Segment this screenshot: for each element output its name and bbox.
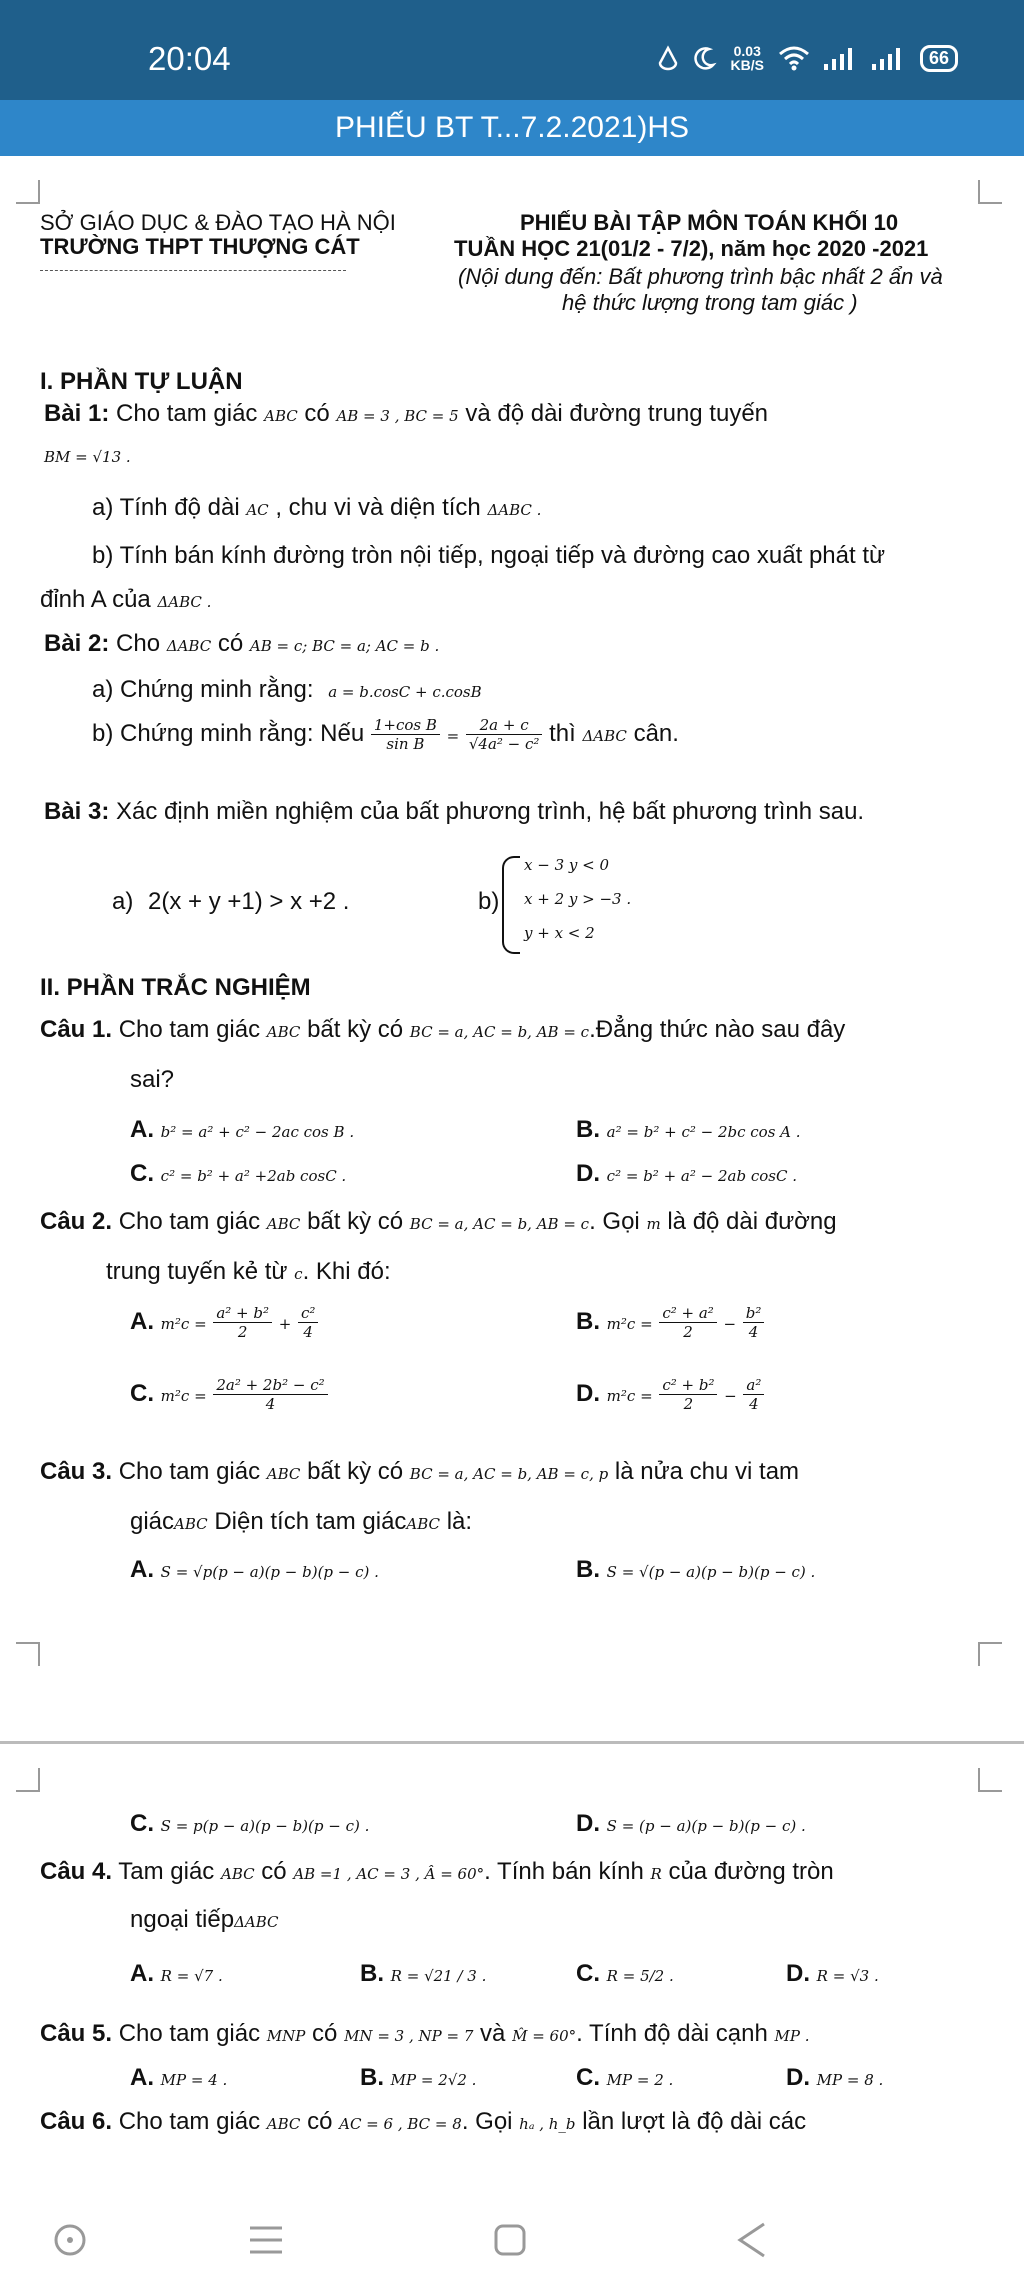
cau5-option-b[interactable]: B. MP = 2√2 . [360,2064,477,2091]
header-title: PHIẾU BÀI TẬP MÔN TOÁN KHỐI 10 [520,210,899,235]
bai3-line: Bài 3: Xác định miền nghiệm của bất phương trình, hệ bất phương trình sau. [44,798,865,825]
page-break-divider [0,1741,1024,1744]
cau2-line-2: trung tuyến kẻ từ c. Khi đó: [106,1258,391,1285]
cau3-line: Câu 3. Cho tam giác ABC bất kỳ có BC = a, AC = b, AB = c, p là nửa chu vi tam [40,1458,800,1485]
bai3-b-label: b) [478,888,500,915]
cau3-option-c[interactable]: C. S = p(p − a)(p − b)(p − c) . [130,1810,370,1837]
signal-icon [824,46,858,70]
bai3-a: a) 2(x + y +1) > x +2 . [112,888,350,915]
bai3-b-ineq-1: x − 3 y < 0 [524,856,609,874]
cau4-line-2: ngoại tiếpΔABC [130,1906,279,1933]
bai1-b-cont: đỉnh A của ΔABC . [40,586,212,613]
cau2-line: Câu 2. Cho tam giác ABC bất kỳ có BC = a, AC = b, AB = c. Gọi m là độ dài đường [40,1208,837,1235]
bai2-a: a) Chứng minh rằng: a = b.cosC + c.cosB [92,676,482,703]
page-corner-mark [16,1642,40,1666]
back-button-icon[interactable] [730,2218,774,2262]
cau5-option-d[interactable]: D. MP = 8 . [786,2064,884,2091]
moon-icon [693,45,717,71]
recent-apps-button-icon[interactable] [244,2218,288,2262]
header-week: TUẦN HỌC 21(01/2 - 7/2), năm học 2020 -2021 [454,236,929,261]
bai2-b: b) Chứng minh rằng: Nếu $\frac{\text{1+cos B}}{\text{sin B}}$ = $\frac{2a + c}{\text{√4a² − c²}}$ thì ΔABC cân. [92,716,679,753]
cau1-line: Câu 1. Cho tam giác ABC bất kỳ có BC = a, AC = b, AB = c.Đẳng thức nào sau đây [40,1016,846,1043]
header-content-note: (Nội dung đến: Bất phương trình bậc nhất 2 ẩn và [458,264,943,289]
bai1-a: a) Tính độ dài AC , chu vi và diện tích ΔABC . [92,494,542,521]
document-title-bar[interactable] [0,100,1024,156]
cau1-option-b[interactable]: B. a² = b² + c² − 2bc cos A . [576,1116,801,1143]
header-divider [40,270,346,271]
cau2-option-d[interactable]: D. m²c = $\frac{\text{c² + b²}}{2}$ − $\frac{\text{a²}}{4}$ [576,1376,764,1413]
cau2-option-c[interactable]: C. m²c = $\frac{\text{2a² + 2b² − c²}}{4}$ [130,1376,328,1413]
alarm-icon [657,45,679,71]
cau1-option-a[interactable]: A. b² = a² + c² − 2ac cos B . [130,1116,355,1143]
header-school: TRƯỜNG THPT THƯỢNG CÁT [40,234,360,259]
home-button-icon[interactable] [488,2218,532,2262]
part2-heading: II. PHẦN TRẮC NGHIỆM [40,974,311,1001]
cau3-option-a[interactable]: A. S = √p(p − a)(p − b)(p − c) . [130,1556,379,1583]
header-department: SỞ GIÁO DỤC & ĐÀO TẠO HÀ NỘI [40,210,396,235]
network-speed: 0.03 KB/S [730,43,764,73]
bai1-b: b) Tính bán kính đường tròn nội tiếp, ngoại tiếp và đường cao xuất phát từ [92,542,886,569]
cau6-line: Câu 6. Cho tam giác ABC có AC = 6 , BC = 8. Gọi hₐ , h_b lần lượt là độ dài các [40,2108,807,2135]
cau5-option-c[interactable]: C. MP = 2 . [576,2064,674,2091]
cau4-option-d[interactable]: D. R = √3 . [786,1960,879,1987]
navigation-bar [0,2200,1024,2280]
page-corner-mark [978,180,1002,204]
cau4-option-a[interactable]: A. R = √7 . [130,1960,223,1987]
header-content-note-2: hệ thức lượng trong tam giác ) [562,290,858,315]
cau3-option-d[interactable]: D. S = (p − a)(p − b)(p − c) . [576,1810,806,1837]
page-corner-mark [978,1768,1002,1792]
signal-icon-2 [872,46,906,70]
cau1-option-d[interactable]: D. c² = b² + a² − 2ab cosC . [576,1160,797,1187]
status-bar [0,0,1024,100]
part1-heading: I. PHẦN TỰ LUẬN [40,368,243,395]
cau4-option-c[interactable]: C. R = 5/2 . [576,1960,674,1987]
page-corner-mark [978,1642,1002,1666]
cau2-option-a[interactable]: A. m²c = $\frac{\text{a² + b²}}{2}$ + $\frac{\text{c²}}{4}$ [130,1304,318,1341]
bai3-b-ineq-2: x + 2 y > −3 . [524,890,632,908]
cau5-line: Câu 5. Cho tam giác MNP có MN = 3 , NP = 7 và M̂ = 60°. Tính độ dài cạnh MP . [40,2020,810,2047]
cau2-option-b[interactable]: B. m²c = $\frac{\text{c² + a²}}{2}$ − $\frac{\text{b²}}{4}$ [576,1304,764,1341]
bai3-b-ineq-3: y + x < 2 [524,924,595,942]
cau3-line-2: giácABC Diện tích tam giácABC là: [130,1508,473,1535]
assistant-button-icon[interactable] [48,2218,92,2262]
bai2-line: Bài 2: Cho ΔABC có AB = c; BC = a; AC = b . [44,630,440,657]
cau4-line: Câu 4. Tam giác ABC có AB =1 , AC = 3 , Â = 60°. Tính bán kính R của đường tròn [40,1858,834,1885]
cau3-option-b[interactable]: B. S = √(p − a)(p − b)(p − c) . [576,1556,816,1583]
page-corner-mark [16,1768,40,1792]
bai1-median: BM = √13 . [44,448,131,466]
battery-indicator: 66 [920,45,958,72]
cau5-option-a[interactable]: A. MP = 4 . [130,2064,228,2091]
bai1-line: Bài 1: Cho tam giác ABC có AB = 3 , BC = 5 và độ dài đường trung tuyến [44,400,769,427]
status-icons [657,44,958,72]
document-title: PHIẾU BT T...7.2.2021)HS [334,111,690,144]
status-time: 20:04 [148,40,231,77]
cau1-option-c[interactable]: C. c² = b² + a² +2ab cosC . [130,1160,347,1187]
cau4-option-b[interactable]: B. R = √21 / 3 . [360,1960,487,1987]
system-brace [502,856,520,954]
cau1-sai: sai? [130,1066,175,1093]
wifi-icon [778,45,810,71]
page-corner-mark [16,180,40,204]
